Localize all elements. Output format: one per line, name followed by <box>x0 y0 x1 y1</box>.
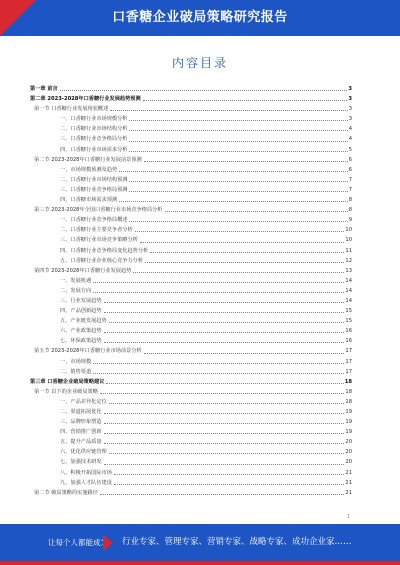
toc-entry-page: 19 <box>345 419 352 426</box>
toc-entry-label: 三、口香糖行业竞争格局分析 <box>60 136 128 143</box>
toc-entry-page: 3 <box>348 96 352 103</box>
toc-entry[interactable] <box>30 316 352 326</box>
toc-leader-dots <box>93 281 344 283</box>
toc-entry[interactable] <box>30 256 352 266</box>
toc-entry-label: 四、口香糖市场需求预测 <box>60 197 118 204</box>
footer-red-band <box>0 561 400 565</box>
toc-entry[interactable] <box>30 175 352 185</box>
toc-entry-page: 6 <box>348 166 352 173</box>
toc-entry-label: 八、积极开拓国际市场 <box>60 469 112 476</box>
toc-leader-dots <box>109 402 345 404</box>
toc-entry-page: 21 <box>345 469 352 476</box>
toc-entry-page: 14 <box>345 297 352 304</box>
toc-entry-label: 六、产业政策趋势 <box>60 328 102 335</box>
toc-leader-dots <box>104 412 345 414</box>
toc-entry[interactable] <box>30 165 352 175</box>
toc-entry[interactable] <box>30 266 352 276</box>
toc-entry-page: 19 <box>345 429 352 436</box>
toc-leader-dots <box>93 291 344 293</box>
toc-entry-page: 10 <box>345 227 352 234</box>
report-footer <box>0 524 400 565</box>
toc-entry[interactable] <box>30 457 352 467</box>
toc-entry[interactable] <box>30 296 352 306</box>
toc-entry-page: 4 <box>348 136 352 143</box>
report-title: 口香糖企业破局策略研究报告 <box>112 10 288 25</box>
toc-leader-dots <box>109 321 345 323</box>
toc-entry[interactable] <box>30 427 352 437</box>
toc-entry[interactable] <box>30 124 352 134</box>
toc-leader-dots <box>114 473 345 475</box>
toc-entry[interactable] <box>30 195 352 205</box>
toc-entry[interactable] <box>30 468 352 478</box>
toc-entry-page: 20 <box>345 439 352 446</box>
footer-slogan-right: 行业专家、管理专家、营销专家、战略专家、成功企业家…… <box>122 537 352 547</box>
toc-leader-dots <box>133 271 344 273</box>
toc-leader-dots <box>135 230 345 232</box>
toc-entry-label: 二、渠道拓展优化 <box>60 409 102 415</box>
toc-leader-dots <box>110 109 347 111</box>
toc-entry-page: 11 <box>345 247 352 254</box>
toc-entry[interactable] <box>30 336 352 346</box>
toc-leader-dots <box>129 129 347 131</box>
toc-entry-page: 21 <box>345 479 352 486</box>
toc-leader-dots <box>106 382 343 384</box>
toc-entry-page: 21 <box>345 489 352 496</box>
toc-heading: 内容目录 <box>171 56 228 70</box>
toc-entry-page: 14 <box>345 287 352 294</box>
toc-entry-page: 18 <box>345 398 352 405</box>
toc-leader-dots <box>104 311 345 313</box>
toc-entry-page: 8 <box>348 207 352 214</box>
toc-entry[interactable] <box>30 488 352 498</box>
toc-entry-label: 九、加强人才队伍建设 <box>60 479 112 486</box>
toc-entry-label: 七、加强技术研发 <box>60 459 102 466</box>
toc-leader-dots <box>104 301 345 303</box>
toc-leader-dots <box>144 352 345 354</box>
toc-entry-label: 四、口香糖行业市场需求分析 <box>60 146 128 153</box>
toc-entry[interactable] <box>30 215 352 225</box>
toc-leader-dots <box>104 432 345 434</box>
toc-entry-label: 第一章 前言 <box>30 86 58 92</box>
toc-leader-dots <box>140 241 345 243</box>
toc-entry[interactable] <box>30 84 352 94</box>
toc-entry-page: 15 <box>345 308 352 315</box>
toc-entry[interactable] <box>30 276 352 286</box>
toc-entry-label: 七、环保政策趋势 <box>60 338 102 345</box>
toc-leader-dots <box>100 392 344 394</box>
toc-entry-label: 三、口香糖行业市场竞争策略分析 <box>60 237 138 244</box>
toc-entry[interactable] <box>30 357 352 367</box>
toc-entry-label: 二、发展方向 <box>60 287 92 294</box>
toc-entry-page: 17 <box>345 348 352 355</box>
toc-entry-page: 20 <box>345 449 352 456</box>
toc-entry-page: 12 <box>345 257 352 264</box>
toc-entry-label: 第二章 2023-2028年口香糖行业发展趋势预测 <box>30 96 141 103</box>
toc-entry-page: 14 <box>345 277 352 284</box>
toc-leader-dots <box>129 119 347 121</box>
toc-entry-page: 17 <box>345 358 352 365</box>
toc-entry-page: 16 <box>345 328 352 335</box>
toc-leader-dots <box>144 160 348 162</box>
toc-entry-label: 五、提升产品质量 <box>60 439 102 446</box>
toc-entry[interactable] <box>30 346 352 356</box>
toc-entry-label: 第二节 破局策略的实施路径 <box>34 489 98 496</box>
toc-entry[interactable] <box>30 145 352 155</box>
toc-entry-page: 13 <box>345 267 352 274</box>
toc-entry-label: 第一节 以下的企业破局策略 <box>34 388 98 395</box>
toc-entry-label: 三、行业发展趋势 <box>60 297 102 304</box>
toc-entry-label: 一、口香糖行业市场规模分析 <box>60 116 128 123</box>
toc-leader-dots <box>104 341 345 343</box>
toc-leader-dots <box>119 200 348 202</box>
footer-slogan-left: 让每个人都能成为 <box>48 538 108 547</box>
toc-entry-page: 18 <box>344 378 352 385</box>
toc-entry-label: 六、优化供应链管理 <box>60 449 107 456</box>
toc-entry-label: 四、营销推广创新 <box>60 429 102 436</box>
report-header <box>0 0 400 36</box>
toc-leader-dots <box>129 140 347 142</box>
toc-entry-page: 7 <box>348 176 352 183</box>
toc-leader-dots <box>93 372 344 374</box>
toc-entry-label: 三、口香糖行业竞争格局预测 <box>60 186 128 193</box>
toc-leader-dots <box>100 493 344 495</box>
toc-entry[interactable] <box>30 114 352 124</box>
toc-entry[interactable] <box>30 94 352 104</box>
toc-entry-page: 18 <box>345 388 352 395</box>
toc-entry-page: 3 <box>348 106 352 113</box>
toc-entry-label: 一、口香糖行业竞争格局概述 <box>60 217 128 224</box>
toc-entry-label: 一、产品差异化定位 <box>60 398 107 405</box>
toc-entry-page: 19 <box>345 409 352 415</box>
toc-leader-dots <box>119 170 348 172</box>
toc-entry-page: 6 <box>348 156 352 163</box>
toc-entry-page: 15 <box>345 318 352 325</box>
toc-leader-dots <box>60 89 348 91</box>
toc-entry[interactable] <box>30 225 352 235</box>
toc-entry[interactable] <box>30 478 352 488</box>
toc-leader-dots <box>104 442 345 444</box>
toc-entry-label: 第一节 口香糖行业发展现状概述 <box>34 106 109 113</box>
toc-entry[interactable] <box>30 134 352 144</box>
toc-entry-page: 9 <box>348 217 352 224</box>
toc-leader-dots <box>145 261 344 263</box>
toc-entry[interactable] <box>30 437 352 447</box>
toc-entry[interactable] <box>30 185 352 195</box>
toc-leader-dots <box>104 331 345 333</box>
toc-entry-label: 一、市场规模 <box>60 358 92 365</box>
toc-entry-label: 一、市场规模预测及趋势 <box>60 166 118 173</box>
toc-entry-label: 二、口香糖行业市场结构预测 <box>60 176 128 183</box>
toc-entry-page: 16 <box>345 338 352 345</box>
toc-entry-label: 五、产业链发展趋势 <box>60 318 107 325</box>
toc-entry[interactable] <box>30 155 352 165</box>
page-number: 1 <box>346 514 350 520</box>
toc-entry[interactable] <box>30 104 352 114</box>
toc-entry-page: 10 <box>345 237 352 244</box>
toc-entry[interactable] <box>30 397 352 407</box>
toc-leader-dots <box>114 483 345 485</box>
toc-entry-label: 第三节 2023-2028年全国口香糖行业市场竞争格局分析 <box>34 207 163 214</box>
toc-entry-label: 三、品牌形象塑造 <box>60 419 102 426</box>
toc-leader-dots <box>129 190 347 192</box>
toc-entry[interactable] <box>30 286 352 296</box>
toc-entry-label: 二、口香糖行业市场结构分析 <box>60 126 128 133</box>
toc-entry[interactable] <box>30 387 352 397</box>
toc-entry[interactable] <box>30 246 352 256</box>
toc-entry-label: 第三章 口香糖企业破局策略建议 <box>30 378 105 385</box>
toc-leader-dots <box>150 251 344 253</box>
toc-entry-page: 17 <box>345 368 352 375</box>
toc-leader-dots <box>129 220 347 222</box>
toc-leader-dots <box>104 422 345 424</box>
toc-entry[interactable] <box>30 205 352 215</box>
toc-leader-dots <box>109 452 345 454</box>
toc-entry-page: 3 <box>348 86 352 92</box>
toc-entry-label: 二、口香糖行业主要竞争者分析 <box>60 227 133 234</box>
toc-entry[interactable] <box>30 235 352 245</box>
toc-entry[interactable] <box>30 326 352 336</box>
toc-entry-label: 五、口香糖行业企业核心竞争力分析 <box>60 257 144 264</box>
toc-entry[interactable] <box>30 407 352 417</box>
toc-entry-page: 3 <box>348 116 352 123</box>
toc-leader-dots <box>93 362 344 364</box>
toc-entry[interactable] <box>30 417 352 427</box>
toc-entry-label: 二、销售渠道 <box>60 368 92 375</box>
toc-entry[interactable] <box>30 447 352 457</box>
toc-entry-label: 一、发展机遇 <box>60 277 92 284</box>
table-of-contents <box>30 84 352 498</box>
toc-entry-page: 8 <box>348 197 352 204</box>
toc-entry-page: 5 <box>348 146 352 153</box>
toc-entry-label: 四、口香糖行业竞争格局变化趋势分析 <box>60 247 149 254</box>
toc-entry[interactable] <box>30 377 352 387</box>
toc-leader-dots <box>104 463 345 465</box>
toc-entry-label: 第二节 2023-2028年口香糖行业发展前景预测 <box>34 156 142 163</box>
toc-entry-page: 7 <box>348 186 352 193</box>
toc-entry-label: 第五节 2023-2028年口香糖行业市场前景分析 <box>34 348 142 355</box>
toc-leader-dots <box>129 180 347 182</box>
toc-entry[interactable] <box>30 306 352 316</box>
toc-entry-page: 20 <box>345 459 352 466</box>
toc-leader-dots <box>143 99 348 101</box>
toc-entry-page: 4 <box>348 126 352 133</box>
toc-leader-dots <box>129 150 347 152</box>
toc-leader-dots <box>165 210 348 212</box>
toc-entry[interactable] <box>30 367 352 377</box>
toc-entry-label: 四、产品创新趋势 <box>60 308 102 315</box>
arrow-right-icon <box>103 535 113 551</box>
toc-entry-label: 第四节 2023-2028年口香糖行业发展趋势 <box>34 267 132 274</box>
